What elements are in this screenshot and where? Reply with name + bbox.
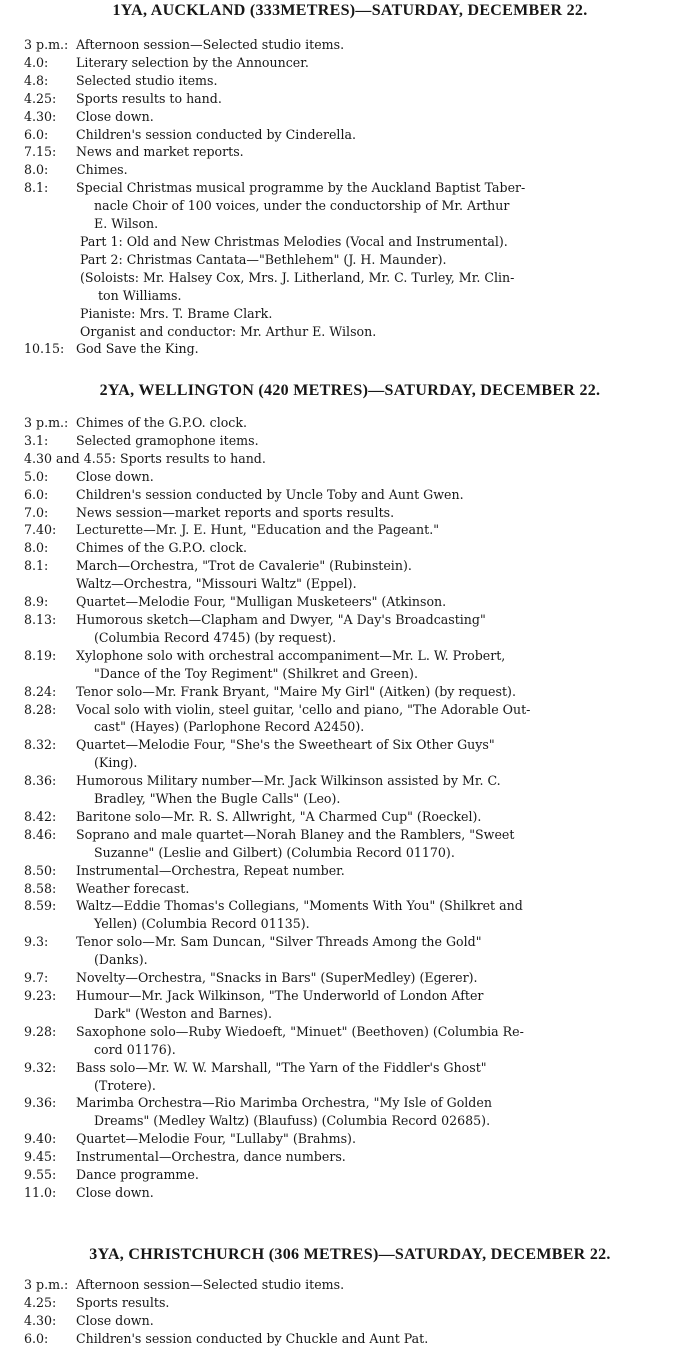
- sub-item: Part 2: Christmas Cantata—"Bethlehem" (J. H. Maunder).: [80, 251, 447, 267]
- sub-item: Pianiste: Mrs. T. Brame Clark.: [80, 305, 273, 321]
- list-item: 6.0: Children's session conducted by Cinderella.: [24, 126, 357, 142]
- list-item: 8.1: Special Christmas musical programme by the Auckland Baptist Taber- nacle Choir of 100 voices, under the conductorship of Mr. Arthur E. Wilson.: [24, 180, 526, 232]
- list-item: 7.40: Lecturette—Mr. J. E. Hunt, "Education and the Pageant.": [24, 522, 439, 538]
- sub-item: (Soloists: Mr. Halsey Cox, Mrs. J. Litherland, Mr. C. Turley, Mr. Clin- ton Williams.: [80, 269, 515, 303]
- list-item: 9.45: Instrumental—Orchestra, dance numbers.: [24, 1149, 346, 1165]
- list-item: 8.42: Baritone solo—Mr. R. S. Allwright, "A Charmed Cup" (Roeckel).: [24, 808, 482, 824]
- sub-item: Organist and conductor: Mr. Arthur E. Wilson.: [80, 323, 377, 339]
- list-item: 9.23: Humour—Mr. Jack Wilkinson, "The Underworld of London After Dark" (Weston and Barnes).: [24, 988, 484, 1021]
- list-item: 8.9: Quartet—Melodie Four, "Mulligan Musketeers" (Atkinson.: [24, 594, 447, 610]
- section-heading-wellington: 2YA, WELLINGTON (420 METRES)—SATURDAY, DECEMBER 22.: [99, 382, 601, 399]
- list-item: 6.0: Children's session conducted by Chuckle and Aunt Pat.: [24, 1330, 429, 1346]
- list-item: 3 p.m.: Chimes of the G.P.O. clock.: [24, 415, 247, 430]
- list-item: 9.40: Quartet—Melodie Four, "Lullaby" (Brahms).: [24, 1131, 356, 1147]
- list-item: 8.13: Humorous sketch—Clapham and Dwyer, "A Day's Broadcasting" (Columbia Record 4745) (by request).: [24, 611, 486, 645]
- list-item: 8.28: Vocal solo with violin, steel guitar, 'cello and piano, "The Adorable Out- cast" (Hayes) (Parlophone Record A2450).: [24, 701, 531, 735]
- list-item: 8.36: Humorous Military number—Mr. Jack Wilkinson assisted by Mr. C. Bradley, "When the Bugle Calls" (Leo).: [24, 773, 501, 807]
- list-item: 7.15: News and market reports.: [24, 144, 244, 160]
- list-item: 9.28: Saxophone solo—Ruby Wiedoeft, "Minuet" (Beethoven) (Columbia Re- cord 01176).: [24, 1023, 524, 1057]
- list-item: 4.25: Sports results.: [24, 1294, 170, 1310]
- list-item: 8.46: Soprano and male quartet—Norah Blaney and the Ramblers, "Sweet Suzanne" (Leslie and Gilbert) (Columbia Record 01170).: [24, 826, 515, 860]
- list-item: 9.36: Marimba Orchestra—Rio Marimba Orchestra, "My Isle of Golden Dreams" (Medley Waltz) (Blaufuss) (Columbia Record 02685).: [24, 1095, 492, 1129]
- list-item: 3 p.m.: Afternoon session—Selected studio items.: [24, 1277, 345, 1292]
- list-item: 9.3: Tenor solo—Mr. Sam Duncan, "Silver Threads Among the Gold" (Danks).: [24, 934, 482, 968]
- list-item: 8.0: Chimes of the G.P.O. clock.: [24, 540, 247, 556]
- list-item: 8.32: Quartet—Melodie Four, "She's the Sweetheart of Six Other Guys" (King).: [24, 737, 495, 771]
- section-heading-christchurch: 3YA, CHRISTCHURCH (306 METRES)—SATURDAY, DECEMBER 22.: [89, 1246, 611, 1263]
- list-item: 4.30: Close down.: [24, 1312, 154, 1328]
- list-item: 9.55: Dance programme.: [24, 1167, 199, 1183]
- list-item: 4.30: Close down.: [24, 108, 154, 124]
- list-item: 11.0: Close down.: [24, 1184, 154, 1200]
- sub-item: Part 1: Old and New Christmas Melodies (Vocal and Instrumental).: [80, 233, 508, 249]
- list-item: 8.0: Chimes.: [24, 162, 128, 178]
- list-item: 5.0: Close down.: [24, 468, 154, 484]
- list-item: 4.30 and 4.55: Sports results to hand.: [24, 450, 266, 466]
- section-heading-auckland: 1YA, AUCKLAND (333METRES)—SATURDAY, DECEMBER 22.: [112, 2, 588, 19]
- list-item: 7.0: News session—market reports and sports results.: [24, 504, 395, 520]
- list-item: 10.15: God Save the King.: [24, 341, 199, 357]
- list-item: 4.8: Selected studio items.: [24, 72, 218, 88]
- list-item: 8.50: Instrumental—Orchestra, Repeat number.: [24, 862, 345, 878]
- list-item: 9.7: Novelty—Orchestra, "Snacks in Bars" (SuperMedley) (Egerer).: [24, 970, 478, 986]
- list-item: 8.19: Xylophone solo with orchestral accompaniment—Mr. L. W. Probert, "Dance of the Toy Regiment" (Shilkret and Green).: [24, 647, 506, 681]
- list-item: 8.24: Tenor solo—Mr. Frank Bryant, "Maire My Girl" (Aitken) (by request).: [24, 683, 516, 699]
- list-item: 9.32: Bass solo—Mr. W. W. Marshall, "The Yarn of the Fiddler's Ghost" (Trotere).: [24, 1059, 487, 1093]
- list-item: 8.58: Weather forecast.: [24, 880, 190, 896]
- list-item: 3.1: Selected gramophone items.: [24, 432, 259, 448]
- section-auckland: [24, 36, 694, 358]
- list-item: 3 p.m.: Afternoon session—Selected studio items.: [24, 37, 345, 52]
- section-christchurch: [24, 1276, 694, 1348]
- list-item: 4.25: Sports results to hand.: [24, 90, 222, 106]
- list-item: 8.59: Waltz—Eddie Thomas's Collegians, "Moments With You" (Shilkret and Yellen) (Columbia Record 01135).: [24, 898, 523, 932]
- list-item: 8.1: March—Orchestra, "Trot de Cavalerie" (Rubinstein). Waltz—Orchestra, "Missouri Waltz" (Eppel).: [24, 558, 412, 592]
- section-wellington: [24, 414, 694, 1202]
- list-item: 6.0: Children's session conducted by Uncle Toby and Aunt Gwen.: [24, 486, 464, 502]
- list-item: 4.0: Literary selection by the Announcer.: [24, 54, 309, 70]
